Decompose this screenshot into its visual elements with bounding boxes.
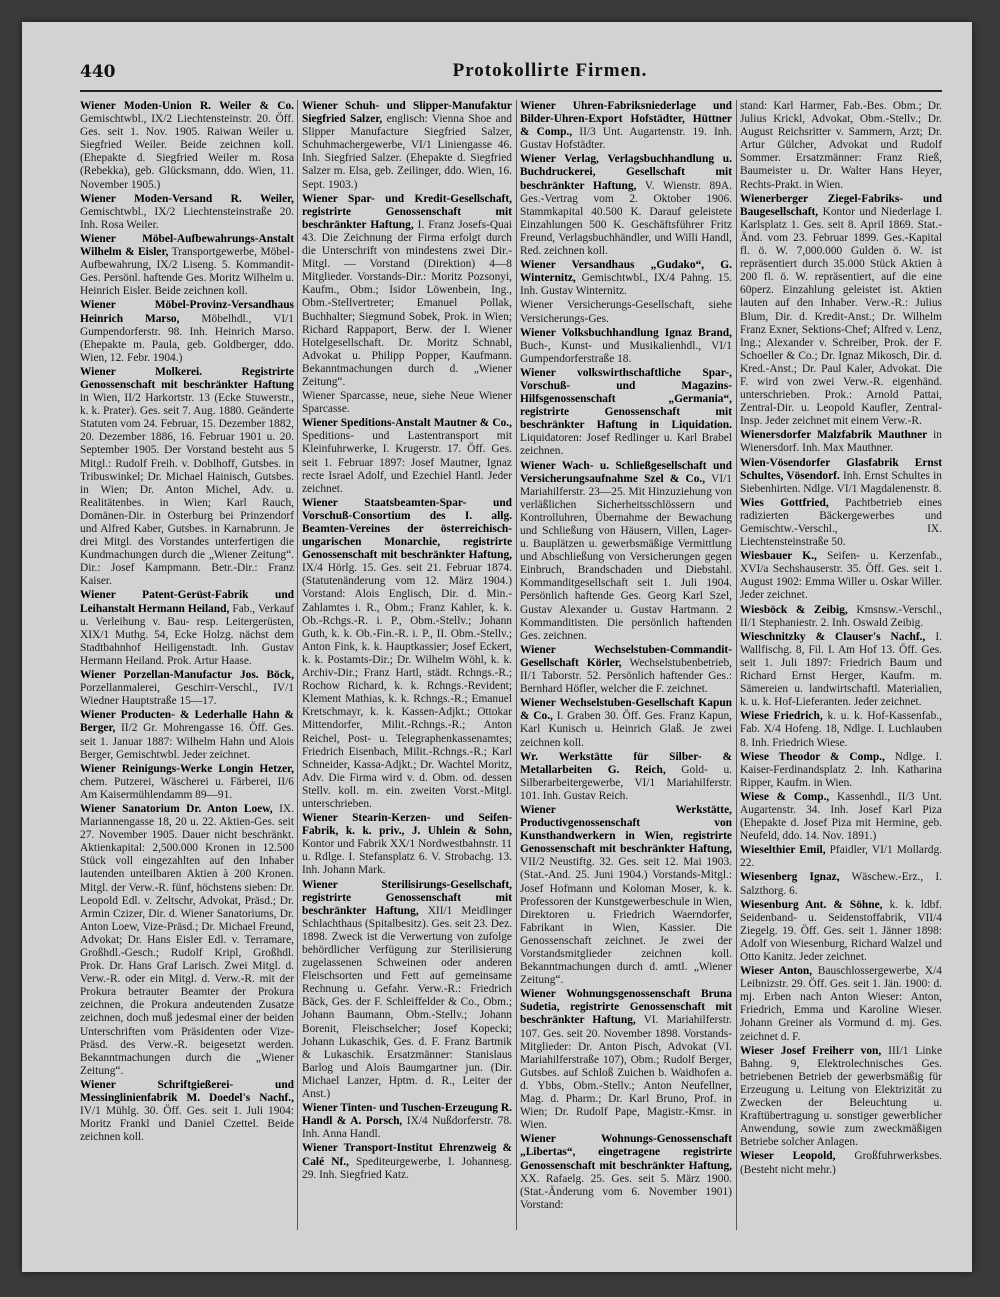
entry-name: Wiener Versandhaus „Gudako“, G. Winternitz, [520,259,732,285]
register-entry [740,429,942,455]
register-entry [740,1150,942,1176]
entry-text: Seifen- u. Kerzenfab., XVI/a Sechshauserstr. 35. Öff. Ges. seit 1. August 1902: Emma Willer u. Oskar Willer. Jeder zeichnet. [740,550,942,602]
register-entry [740,497,942,549]
register-entry [80,366,294,589]
text-columns [80,100,942,1240]
entry-name: Wieselthier Emil, [740,844,826,857]
entry-name: Wiesböck & Zeibig, [740,603,848,616]
column-4 [740,100,942,1240]
entry-name: Wiener Speditions-Anstalt Mautner & Co., [302,417,512,430]
register-entry [740,631,942,710]
register-entry [302,1102,512,1141]
entry-name: Wiener Reinigungs-Werke Longin Hetzer, [80,762,294,775]
register-entry [302,1142,512,1181]
entry-text: Wäschew.-Erz., I. Salzthorg. 6. [740,871,942,897]
register-entry [740,791,942,843]
entry-name: Wies Gottfried, [740,496,829,509]
entry-text: I. Graben 30. Öff. Ges. Franz Kapun, Karl Kunisch u. Heinrich Glaß. Je zwei zeichnen koll. [520,710,732,749]
column-separator [297,100,298,1230]
entry-name: Wr. Werkstätte für Silber- & Metallarbeiten G. Reich, [520,750,732,776]
entry-text: Kassenhdl., II/3 Unt. Augartenstr. 34. Inh. Josef Karl Piza (Ehepakte d. Josef Piza mit Hermine, geb. Neufeld, ddo. 14. Nov. 1891.) [740,790,942,843]
column-3 [520,100,732,1240]
entry-name: Wiener Molkerei. Registrirte Genossenschaft mit beschränkter Haftung [80,365,294,391]
register-entry [520,804,732,987]
register-entry [80,803,294,1078]
register-entry [740,965,942,1044]
document-page [22,22,972,1272]
register-entry [740,1045,942,1150]
entry-text: Speditions- und Lastentransport mit Kleinfuhrwerke, I. Krugerstr. 17. Öff. Ges. seit 1. Februar 1897: Josef Mautner, Ignaz recte Israel Adolf, und Ezechiel Hantl. Jeder zeichnet. [302,430,512,495]
register-entry [740,899,942,964]
register-entry [80,589,294,668]
entry-text: Spediteurgewerbe, I. Johannesg. 29. Inh. Siegfried Katz. [302,1155,512,1181]
register-entry [520,259,732,298]
register-entry [740,844,942,870]
entry-text: Inh. Ernst Schultes in Siebenhirten. Ndlge. VI/1 Magdalenenstr. 8. [740,469,942,495]
entry-text: VII/2 Neustiftg. 32. Ges. seit 12. Mai 1903. (Stat.-And. 25. Juni 1904.) Vorstands-Mitgl.: Josef Hofmann und Koloman Moser, k. k. Professoren der Kunstgewerbeschule in Wien, Direktoren u. Friedrich Waerndorfer, Fabrikant in Wien, Kassier. Die Genossenschaft zeichnet. Je zwei der Vorstandsmitglieder zeichnen koll. Bekanntmachungen durch d. amtl. „Wiener Zeitung“. [520,856,732,987]
column-separator [516,100,517,1230]
register-entry [80,100,294,192]
column-2 [302,100,512,1240]
register-entry [520,751,732,803]
entry-name: Wienersdorfer Malzfabrik Mauthner [740,429,928,442]
entry-name: Wiese Theodor & Comp., [740,750,885,763]
page-header [80,58,942,98]
entry-text: IX/4 Nußdorferstr. 78. Inh. Anna Handl. [302,1115,512,1141]
register-entry [520,100,732,152]
entry-name: Wiener Moden-Union R. Weiler & Co. [80,100,294,112]
entry-name: Wieser Anton, [740,965,813,978]
entry-name: Wiener Uhren-Fabriksniederlage und Bilder-Uhren-Export Hofstädter, Hüttner & Comp., [520,100,732,139]
register-entry [302,497,512,811]
entry-text: chem. Putzerei, Wäscherei u. Färberei, II/6 Am Kaisermühlendamm 89—91. [80,775,294,801]
register-entry [80,193,294,232]
register-entry [740,604,942,630]
register-entry [80,709,294,761]
entry-name: Wiener Sterilisirungs-Gesellschaft, registrirte Genossenschaft mit beschränkter Haftung, [302,878,512,917]
entry-text: IV/1 Mühlg. 30. Öff. Ges. seit 1. Juli 1904: Moritz Frankl und Daniel Czettel. Beide zeichnen koll. [80,1105,294,1144]
register-entry [302,390,512,416]
register-entry [740,871,942,897]
register-entry [520,988,732,1132]
entry-name: Wiener Volksbuchhandlung Ignaz Brand, [520,326,732,339]
entry-name: Wiesbauer K., [740,550,817,563]
register-entry [80,669,294,708]
entry-text: Liquidatoren: Josef Redlinger u. Karl Brabel zeichnen. [520,432,732,458]
register-entry [302,193,512,389]
entry-text: Wiener Versicherungs-Gesellschaft, siehe Versicherungs-Ges. [520,299,732,325]
column-separator [736,100,737,1230]
entry-name: Wieser Josef Freiherr von, [740,1044,882,1057]
entry-text: k. u. k. Hof-Kassenfab., Fab. X/4 Hofeng. 18, Ndlge. I. Luchlauben 8. Inh. Friedrich Wiese. [740,710,942,749]
header-rule [80,90,942,92]
entry-name: Wien-Vösendorfer Glasfabrik Ernst Schultes, Vösendorf. [740,456,942,482]
entry-text: Kmsnsw.-Verschl., II/1 Stephaniestr. 2. Inh. Oswald Zeibig. [740,603,942,629]
entry-name: Wiener Möbel-Aufbewahrungs-Anstalt Wilhelm & Eisler, [80,232,294,259]
entry-text: Transportgewerbe, Möbel-Aufbewahrung, IX/2 Liseng. 5. Kommandit-Ges. Persönl. haftende Ges. Moritz Wilhelm u. Heinrich Eisler. Beide zeichnen koll. [80,246,294,298]
register-entry [520,644,732,696]
register-entry [740,550,942,602]
entry-text: VI/1 Mariahilferstr. 23—25. Mit Hinzuziehung von verläßlichen Sicherheitsschlössern und Kontrolluhren, Übernahme der Bewachung und Schließung von Häusern, Villen, Lager- u. Bauplätzen u. gewerbsmäßige Vermittlung und Abschließung von Versicherungen gegen Einbruch, Brandschaden und Diebstahl. Kommanditgesellschaft seit 1. Juli 1904. Persönlich haftende Ges. Georg Karl Szel, Gustav Alexander u. Gustav Hartmann. 2 Kommanditisten. Die persönlich haftenden Ges. zeichnen. [520,472,732,642]
entry-text: stand: Karl Harmer, Fab.-Bes. Obm.; Dr. Julius Krickl, Advokat, Obm.-Stellv.; Dr. August Reichsritter v. Sammern, Arzt; Dr. Artur Gülcher, Advokat und Rudolf Sommer. Ersatzmänner: Franz Rieß, Baumeister u. Dr. Walter Hans Heyer, Rechts-Prakt. in Wien. [740,100,942,191]
running-title: Protokollirte Firmen. [452,60,648,81]
register-entry [80,1079,294,1144]
entry-text: Gemischtwbl., IX/2 Liechtensteinstr. 20. Öff. Ges. seit 1. Nov. 1905. Raiwan Weiler u. Siegfried Weiler. Beide zeichnen koll. (Ehepakte d. Siegfried Weiler m. Rosa (Rebekka), geb. Glücksmann, ddo. Wien, 11. November 1905.) [80,113,294,191]
entry-name: Wiener Sanatorium Dr. Anton Loew, [80,802,273,815]
entry-text: Wiener Sparcasse, neue, siehe Neue Wiener Sparcasse. [302,390,512,416]
entry-name: Wieser Leopold, [740,1150,836,1163]
register-entry [80,233,294,298]
entry-name: Wiener Schuh- und Slipper-Manufaktur Siegfried Salzer, [302,100,512,126]
column-1 [80,100,294,1240]
entry-text: IX/4 Hörlg. 15. Ges. seit 21. Februar 1874. (Statutenänderung vom 12. März 1904.) Vorstand: Alois Englisch, Dir. d. Min.-Zahlamtes i. R., Obm.; Franz Kahler, k. k. Ob.-Rchgs.-R. i. P., Obm.-Stellv.; Johann Guth, k. k. Ob.-Fin.-R. i. P., II. Obm.-Stellv.; Anton Fink, k. k. Hauptkassier; Josef Eckert, k. k. Postamts-Dir.; Dr. Wilhelm Wöhl, k. k. Archiv-Dir.; Franz Hartl, städt. Rchngs.-R.; Rochow Richard, k. k. Rchngs.-Revident; Klement Mathias, k. k. Rchngs.-R.; Emanuel Kretschmayr, k. k. Kassen-Adjkt.; Ottokar Mittendorfer, Milit.-Rchngs.-R.; Anton Reichel, Post- u. Telegraphenkassenamtes; Friedrich Eisenbach, Milit.-Rchngs.-R.; Karl Schneider, Kassa-Adjkt.; Dr. Wachtel Moritz, Adv. Die Firma wird v. d. Obm. od. dessen Stellv. koll. m. ein. zweiten Vorst.-Mitgl. unterschrieben. [302,562,512,810]
entry-name: Wiener Tinten- und Tuschen-Erzeugung R. Handl & A. Porsch, [302,1102,512,1128]
entry-text: I. Franz Josefs-Quai 43. Die Zeichnung der Firma erfolgt durch die Unterschrift von mindestens zwei Dir.-Mitgl. — Vorstand (Direktion) 4—8 Mitglieder. Vorstands-Dir.: Moritz Pozsonyi, Kaufm., Obm.; Isidor Löwenbein, Ing., Obm.-Stellvertreter; Emanuel Pollak, Buchhalter; Siegmund Sobek, Prok. in Wien; Richard Rappaport, Berw. der I. Wiener Hotelgesellschaft. Dr. Moritz Schnabl, Advokat u. Philipp Popper, Kaufmann. Bekanntmachungen durch d. „Wiener Zeitung“. [302,218,512,388]
register-entry [302,417,512,496]
entry-text: II/2 Gr. Mohrengasse 16. Öff. Ges. seit 1. Januar 1887: Wilhelm Hahn und Alois Berger, Gemischtwbl. Jeder zeichnet. [80,722,294,761]
entry-text: Gold- u. Silberarbeitergewerbe, VI/1 Mariahilferstr. 101. Inh. Gustav Reich. [520,763,732,802]
entry-name: Wiener Transport-Institut Ehrenzweig & Calé Nf., [302,1142,512,1168]
register-entry [740,710,942,749]
entry-text: Pachtbetrieb eines radizierten Bäckergewerbes und Gemischtw.-Verschl., IX. Liechtensteinstraße 50. [740,496,942,549]
entry-text: englisch: Vienna Shoe and Slipper Manufacture Siegfried Salzer, Schuhmachergewerbe, VI/1 Liniengasse 46. Inh. Siegfried Salzer. (Ehepakte d. Siegfried Salzer m. Elsa, geb. Zeilinger, ddo. Wien, 16. Sept. 1903.) [302,113,512,191]
entry-text: VI. Mariahilferstr. 107. Ges. seit 20. November 1898. Vorstands-Mitglieder: Dr. Anton Pisch, Advokat (VI. Mariahilferstraße 107), Obm.; Rudolf Berger, Gutsbes. auf Schloß Zuichen b. Waidhofen a. d. Ybbs, Obm.-Stellv.; Anton Neufellner, Mag. d. Pharm.; Dr. Karl Bruno, Prof. in Wien; Dr. Rudolf Pape, Magistr.-Kmsr. in Wien. [520,1014,732,1132]
entry-text: XX. Rafaelg. 25. Ges. seit 5. März 1900. (Stat.-Änderung vom 6. November 1901) Vorstand: [520,1172,732,1211]
entry-text: Kontor und Niederlage I. Karlsplatz 1. Ges. seit 8. April 1869. Stat.-Änd. vom 23. Februar 1899. Ges.-Kapital fl. ö. W. 7,000.000 Gulden ö. W. ist repräsentiert durch 35.000 Stück Aktien à 200 fl. ö. W. repräsentiert, auf die eine 60perz. Einzahlung geleistet ist. Aktien lauten auf den Inhaber. Verw.-R.: Julius Blum, Dir. d. Kredit-Anst.; Dr. Wilhelm Franz Exner, Sektions-Chef; Alfred v. Lenz, Ing.; Alexander v. Schreiber, Prok. der F. Schoeller & Co.; Dr. Ignaz Mikosch, Dir. d. Kred.-Anst.; Dr. Paul Kaler, Advokat. Die F. wird von zwei Verw.-R. eigenhänd. unterschrieben. Prok.: Arnold Pattai, Zentral-Dir. u. Leopold Kaufler, Zentral-Insp. Jeder zeichnet mit einem Verw.-R. [740,205,942,428]
page-number: 440 [80,62,116,82]
entry-text: III/1 Linke Bahng. 9, Elektrolechnisches Ges. betriebenen Betrieb der gewerbsmäßig für Erzeugung u. Leitung von Elektrizität zu Zwecken der Beleuchtung u. Kraftübertragung u. sonstiger gewerblicher Anwendung, sowie zum zweckmäßigen Betriebe solcher Anlagen. [740,1044,942,1149]
entry-text: I. Wallfischg. 8, Fil. I. Am Hof 13. Öff. Ges. seit 1. Juli 1897: Friedrich Baum und Richard Ernst Herger, Kaufm. m. Sämereien u. landwirtschaftl. Materialien, k. u. k. Hof-Lieferanten. Jeder zeichnet. [740,630,942,709]
entry-text: Gemischtwbl., IX/4 Pahng. 15. Inh. Gustav Winternitz. [520,272,732,298]
entry-name: Wienerberger Ziegel-Fabriks- und Baugesellschaft, [740,192,942,218]
register-entry [520,697,732,749]
entry-name: Wiener Spar- und Kredit-Gesellschaft, registrirte Genossenschaft mit beschränkter Haftung, [302,192,512,231]
register-entry [80,299,294,364]
entry-text: Wechselstubenbetrieb, II/1 Taborstr. 52. Persönlich haftender Ges.: Bernhard Höfler, welcher die F. zeichnet. [520,656,732,696]
register-entry [302,879,512,1102]
entry-text: k. k. ldbf. Seidenband- u. Seidenstoffabrik, VII/4 Ziegelg. 19. Öff. Ges. seit 1. Jänner 1898: Adolf von Wiesenburg, Richard Walzel und Otto Kanitz. Jeder zeichnet. [740,898,942,963]
entry-name: Wieschnitzky & Clauser's Nachf., [740,630,926,643]
entry-name: Wiener Producten- & Lederhalle Hahn & Berger, [80,709,294,735]
entry-name: Wiener Patent-Gerüst-Fabrik und Leihanstalt Hermann Heiland, [80,589,294,615]
entry-text: IX. Mariannengasse 18, 20 u. 22. Aktien-Ges. seit 27. November 1905. Dauer nicht beschränkt. Aktienkapital: 2,500.000 Kronen in 12.500 Stück voll eingezahlten auf den Inhaber lautenden unteilbaren Aktien à 200 Kronen. Mitgl. der Verw.-R. fünf, höchstens sieben: Dr. Leopold Edl. v. Zeltschr, Advokat, Präsd.; Dr. Armin Czizer, Dir. d. Wiener Sanatoriums, Dr. Anton Loew, Vize-Präsd.; Dr. Michael Freund, Advokat; Dr. Hans Eisler Edl. v. Terramare, Großhdl.-Gesch.; Rudolf Kripl, Großhdl. Prok. Dr. Hans Graf Larisch. Zwei Mitgl. d. Verw.-R. oder ein Mitgl. d. Verw.-R. mit der Prokura betrauter Beamter der Prokura zeichnen, die Prokura andeutenden Zusatze zeichnen, doch muß jedesmal einer der beiden Unterschriften vom Präsidenten oder Vize-Präsd. des Verw.-R. beigesetzt werden. Bekanntmachungen durch die „Wiener Zeitung“. [80,802,294,1077]
entry-name: Wiener Wechselstuben-Commandit-Gesellschaft Körler, [520,643,732,669]
entry-text: Großfuhrwerksbes. (Besteht nicht mehr.) [740,1150,942,1176]
entry-text: in Wienersdorf. Inh. Max Mauthner. [740,429,942,455]
entry-name: Wiener Wach- u. Schließgesellschaft und Versicherungsaufnahme Szel & Co., [520,459,732,485]
entry-name: Wiener Staatsbeamten-Spar- und Vorschuß-Consortium des I. allg. Beamten-Vereines der österreichisch-ungarischen Monarchie, registrirte Genossenschaft mit beschränkter Haftung, [302,496,512,562]
entry-text: Fab., Verkauf u. Verleihung v. Bau- resp. Leitergerüsten, XIX/1 Muthg. 54, Ecke Holzg. nächst dem Stadtbahnhof Heiligenstadt. Inh. Gustav Hermann Heiland. Prok. Artur Haase. [80,602,294,667]
register-entry [80,763,294,802]
register-entry [740,193,942,429]
entry-text: Ndlge. I. Kaiser-Ferdinandsplatz 2. Inh. Katharina Ripper, Kaufm. in Wien. [740,750,942,789]
entry-name: Wiener Schriftgießerei- und Messinglinienfabrik M. Doedel's Nachf., [80,1078,294,1105]
entry-name: Wiener volkswirthschaftliche Spar-, Vorschuß- und Magazins-Hilfsgenossenschaft „Germania“, registrirte Genossenschaft mit beschränkter Haftung in Liquidation. [520,366,732,432]
entry-name: Wiese & Comp., [740,790,830,803]
entry-text: in Wien, II/2 Harkortstr. 13 (Ecke Stuwerstr., k. k. Prater). Ges. seit 7. Aug. 1880. Geänderte Statuten vom 24. Februar, 15. Dezember 1882, 20. Dezember 1886, 16. Februar 1901 u. 20. September 1905. Der Vorstand besteht aus 5 Mitgl.: Rudolf Freih. v. Doblhoff, Gutsbes. in Tribuswinkel; Dr. Michael Hainisch, Gutsbes. in Wien; Dr. Anton Michel, Adv. u. Realitätenbes. in Wien; Karl Rauch, Domänen-Dir. in Osterburg bei Prinzendorf und Alfred Kaber, Gutsbes. in Karnabrunn. Je drei Mitgl. des Vorstandes unterfertigen die Kundmachungen durch die „Wiener Zeitung“. Dir.: Josef Kampmann. Betr.-Dir.: Franz Kaiser. [80,392,294,588]
entry-name: Wiener Wohnungsgenossenschaft Bruna Sudetia, registrirte Genossenschaft mit beschränkter Haftung, [520,988,732,1027]
entry-text: V. Wienstr. 89A. Ges.-Vertrag vom 2. Oktober 1906. Stammkapital 40.500 K. Darauf geleistete Einzahlungen 500 K. Geschäftsführer Fritz Freund, Verlagsbuchhändler, und Willi Handl, Red. zeichnen koll. [520,179,732,258]
register-entry [302,100,512,192]
entry-name: Wiener Wohnungs-Genossenschaft „Libertas“, eingetragene registrirte Genossenschaft mit beschränkter Haftung, [520,1133,732,1172]
entry-text: Pfaidler, VI/1 Mollardg. 22. [740,844,942,870]
entry-name: Wiesenberg Ignaz, [740,871,840,884]
register-entry [520,153,732,258]
entry-name: Wiener Verlag, Verlagsbuchhandlung u. Buchdruckerei, Gesellschaft mit beschränkter Haftung, [520,153,732,192]
entry-text: Gemischtwbl., IX/2 Liechtensteinstraße 20. Inh. Rosa Weiler. [80,205,294,231]
entry-text: II/3 Unt. Augartenstr. 19. Inh. Gustav Hofstädter. [520,126,732,152]
entry-name: Wiesenburg Ant. & Söhne, [740,898,883,911]
entry-text: Möbelhdl., VI/1 Gumpendorferstr. 98. Inh. Heinrich Marso. (Ehepakte m. Paula, geb. Goldberger, ddo. Wien, 12. Febr. 1904.) [80,312,294,364]
entry-name: Wiener Porzellan-Manufactur Jos. Böck, [80,669,294,682]
entry-name: Wiener Werkstätte, Productivgenossenschaft von Kunsthandwerkern in Wien, registrirte Genossenschaft mit beschränkter Haftung, [520,803,732,856]
entry-name: Wiener Stearin-Kerzen- und Seifen-Fabrik, k. k. priv., J. Uhlein & Sohn, [302,812,512,838]
entry-name: Wiener Möbel-Provinz-Versandhaus Heinrich Marso, [80,299,294,325]
entry-text: Porzellanmalerei, Geschirr-Verschl., IV/1 Wiedner Hauptstraße 15—17. [80,682,294,708]
entry-name: Wiener Moden-Versand R. Weiler, [80,192,294,205]
register-entry [520,367,732,459]
register-entry [740,100,942,192]
register-entry [740,457,942,496]
entry-text: Buch-, Kunst- und Musikalienhdl., VI/1 Gumpendorferstraße 18. [520,339,732,365]
entry-name: Wiese Friedrich, [740,710,823,723]
register-entry [520,327,732,366]
entry-text: Kontor und Fabrik XX/1 Nordwestbahnstr. 11 u. Rdlge. I. Stefansplatz 6. V. Strobachg. 13. Inh. Johann Mark. [302,838,512,877]
register-entry [520,460,732,643]
entry-text: Bauschlossergewerbe, X/4 Leibnizstr. 29. Öff. Ges. seit 1. Jän. 1900: d. mj. Erben nach Anton Wieser: Anton, Friedrich, Emma und Karoline Wieser. Johann Greiner als Vormund d. mj. Ges. zeichnet d. F. [740,965,942,1043]
register-entry [740,751,942,790]
register-entry [520,1133,732,1212]
entry-text: XII/1 Meidlinger Schlachthaus (Spitalbesitz). Ges. seit 23. Dez. 1898. Zweck ist die Verwertung von zufolge behördlicher Verfügung zur Sterilisierung zugelassenen Schweinen oder anderen Fleischsorten und Fett auf gemeinsame Rechnung u. Gefahr. Verw.-R.: Friedrich Bäck, Ges. der F. Schleiffelder & Co., Obm.; Johann Baumann, Obm.-Stellv.; Johann Borenit, Fleischselcher; Josef Kopecki; Johann Lukaschik, Ges. d. F. Franz Bartmik & Lukaschik. Ersatzmänner: Stanislaus Barlog und Alois Baumgartner jun. (Dir. Michael Lanzer, Hptm. d. R., Leiter der Anst.) [302,904,512,1101]
register-entry [520,299,732,325]
entry-name: Wiener Wechselstuben-Gesellschaft Kapun & Co., [520,697,732,723]
register-entry [302,812,512,877]
